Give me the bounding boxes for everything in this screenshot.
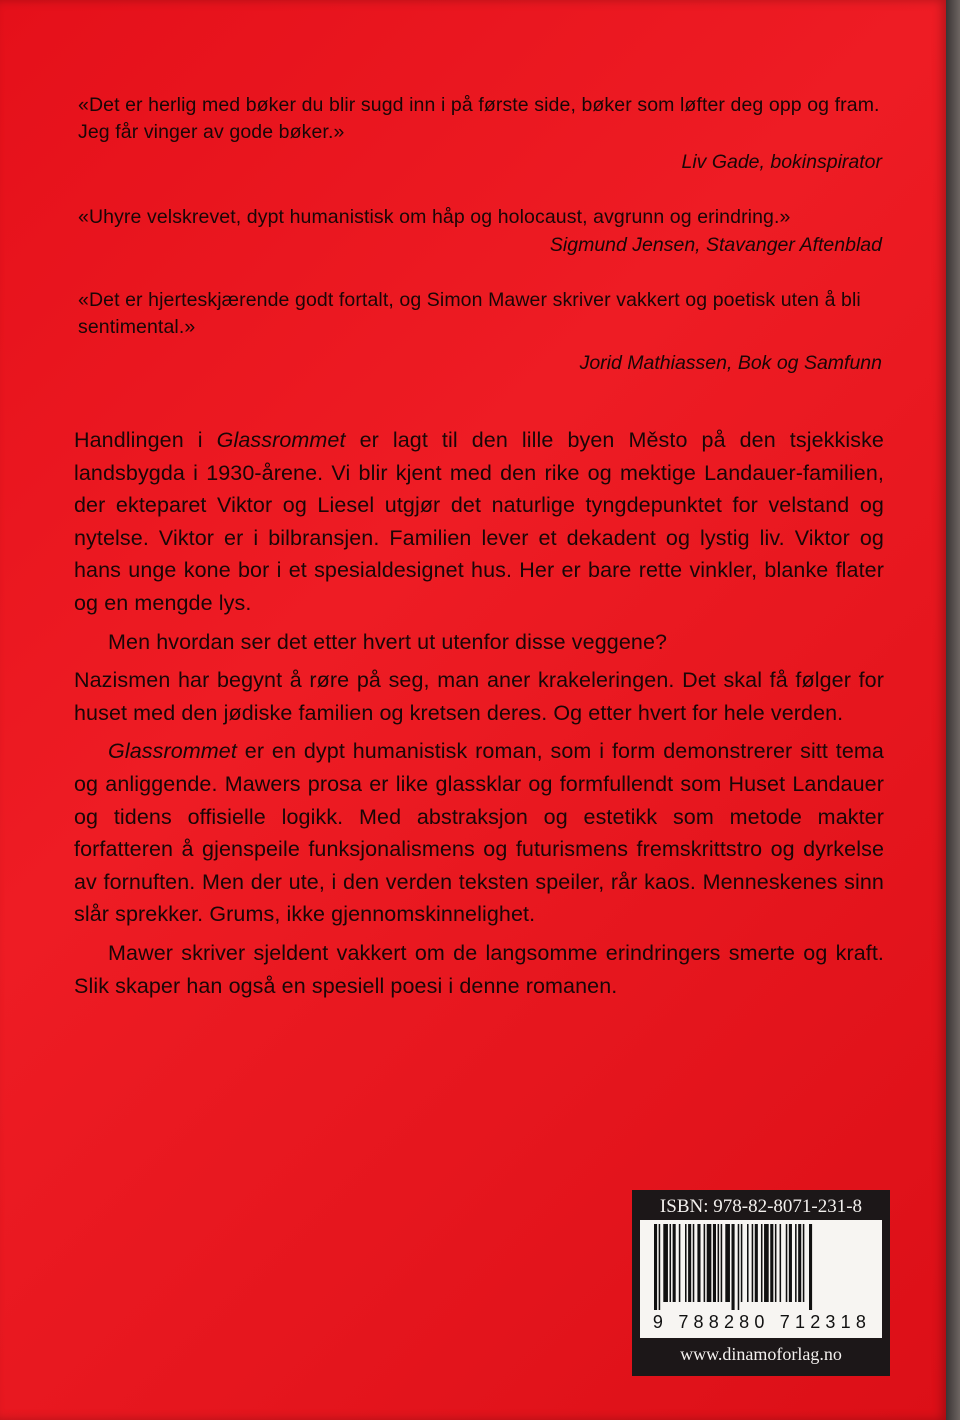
quote-text: «Det er hjerteskjærende godt fortalt, og Simon Mawer skriver vakkert og poetisk uten å bli sentimental.» xyxy=(78,289,861,338)
barcode-bar xyxy=(704,1224,706,1302)
barcode-bar xyxy=(764,1224,769,1302)
quote-source: Liv Gade, bokinspirator xyxy=(681,151,882,173)
description-paragraph: Mawer skriver sjeldent vakkert om de langsomme erindringers smerte og kraft. Slik skaper han også en spesiell poesi i denne romanen. xyxy=(74,940,884,998)
barcode-bar xyxy=(673,1224,676,1302)
book-description xyxy=(74,424,884,1008)
barcode-bar xyxy=(738,1224,740,1310)
barcode-bar xyxy=(670,1224,672,1302)
barcode-bar xyxy=(718,1224,720,1302)
barcode-bar xyxy=(775,1224,777,1302)
quote-text: «Uhyre velskrevet, dypt humanistisk om håp og holocaust, avgrunn og erindring.» xyxy=(78,206,791,228)
description-text: er lagt til den lille byen Město på den tsjekkiske landsbygda i 1930-årene. Vi blir kjent med den rike og mektige Landauer-familien, der ekteparet Viktor og Liesel utgjør det naturlige tyngdepunktet for velstand og nytelse. Viktor er i bilbransjen. Familien lever et dekadent og lystig liv. Viktor og hans unge kone bor i et spesialdesignet hus. Her er bare rette vinkler, blanke flater og en mengde lys. xyxy=(74,428,884,615)
isbn-label: ISBN: 978-82-8071-231-8 xyxy=(659,1196,863,1217)
barcode-digits: 9 788280 712318 xyxy=(652,1312,872,1332)
barcode-bar xyxy=(755,1224,758,1302)
page-edge xyxy=(946,0,960,1420)
barcode-bar xyxy=(761,1224,763,1302)
barcode-bar xyxy=(659,1224,661,1310)
barcode-bar xyxy=(693,1224,695,1302)
barcode-bar xyxy=(795,1224,797,1302)
description-paragraph: Nazismen har begynt å røre på seg, man aner krakeleringen. Det skal få følger for huset med den jødiske familien og kretsen deres. Og etter hvert for hele verden. xyxy=(74,668,884,725)
barcode-bar xyxy=(721,1224,723,1302)
barcode-bar xyxy=(803,1224,805,1302)
barcode-bar xyxy=(786,1224,788,1302)
barcode-bar xyxy=(770,1224,773,1302)
description-paragraph xyxy=(74,424,884,620)
barcode-bars xyxy=(652,1224,870,1312)
barcode-bar xyxy=(752,1224,754,1302)
quote-text: «Det er herlig med bøker du blir sugd inn i på første side, bøker som løfter deg opp og fram. Jeg får vinger av gode bøker.» xyxy=(78,94,880,143)
barcode-bar xyxy=(685,1224,687,1302)
review-quote xyxy=(78,287,882,377)
barcode-bar xyxy=(798,1224,801,1302)
book-title: Glassrommet xyxy=(108,739,237,764)
barcode-bar xyxy=(741,1224,743,1302)
barcode-bar xyxy=(697,1224,700,1302)
quote-source: Sigmund Jensen, Stavanger Aftenblad xyxy=(549,234,882,256)
barcode-bar xyxy=(707,1224,712,1302)
barcode-bar xyxy=(809,1224,812,1310)
description-text: er en dypt humanistisk roman, som i form demonstrerer sitt tema og anliggende. Mawers prosa er like glassklar og formfullendt som Huset Landauer og tidens offisielle logikk. Med abstraksjon og estetikk som metode makter forfatteren å gjenspeile funksjonalismens og futurismens fremskrittstro og dyrkelse av fornuften. Men der ute, i den verden teksten speiler, rår kaos. Menneskenes sinn slår sprekker. Grums, ikke gjennomskinnelighet. xyxy=(74,739,884,927)
barcode-bar xyxy=(789,1224,792,1302)
book-title: Glassrommet xyxy=(216,428,346,452)
review-quote xyxy=(78,204,882,259)
description-paragraph: Men hvordan ser det etter hvert ut utenfor disse veggene? xyxy=(108,629,668,654)
isbn-barcode-box xyxy=(632,1190,890,1376)
barcode-bar xyxy=(747,1224,749,1302)
barcode-bar xyxy=(654,1224,657,1310)
barcode-bar xyxy=(679,1224,681,1302)
barcode-bar xyxy=(732,1224,735,1310)
description-text: Handlingen i xyxy=(74,428,217,452)
barcode-bar xyxy=(725,1224,730,1302)
barcode-bar xyxy=(663,1224,668,1302)
review-quotes xyxy=(78,92,882,405)
description-paragraph xyxy=(74,735,884,931)
publisher-url: www.dinamoforlag.no xyxy=(680,1344,842,1364)
quote-source: Jorid Mathiassen, Bok og Samfunn xyxy=(579,352,882,374)
barcode xyxy=(640,1220,882,1338)
barcode-bar xyxy=(713,1224,716,1302)
review-quote xyxy=(78,92,882,176)
barcode-bar xyxy=(780,1224,782,1302)
barcode-bar xyxy=(688,1224,691,1302)
